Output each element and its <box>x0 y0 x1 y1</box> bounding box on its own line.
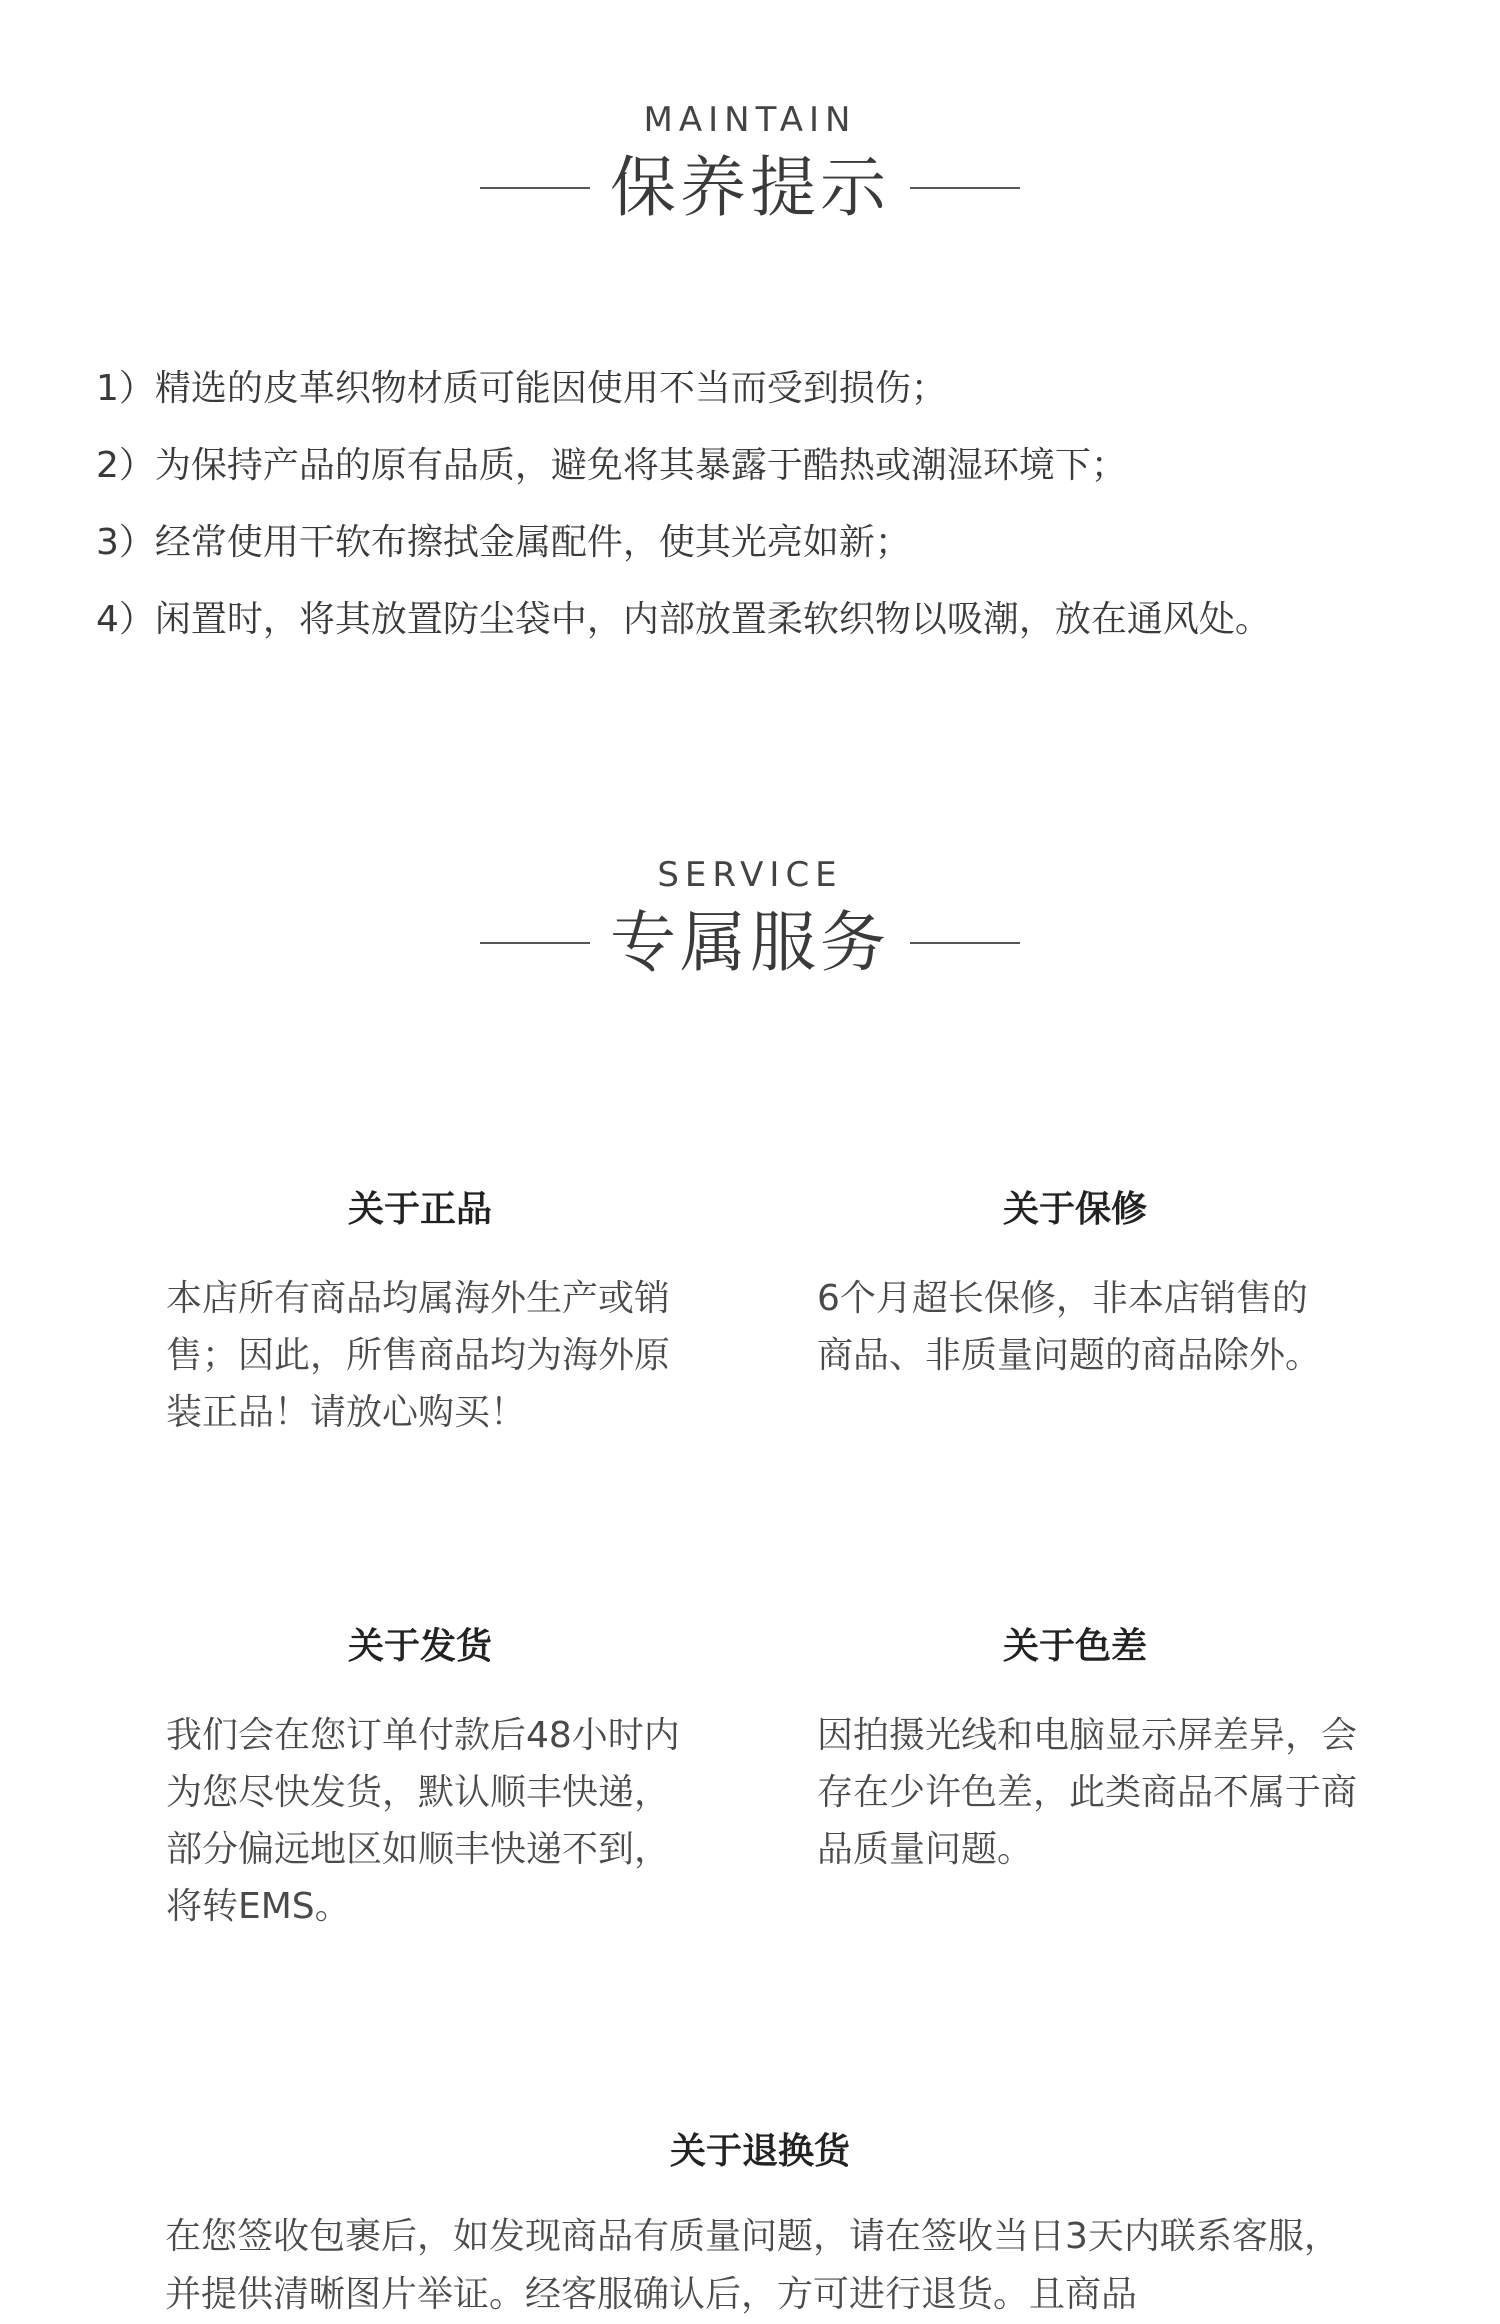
service-cn-title: 专属服务 <box>610 904 890 981</box>
tip-item: 4）闲置时，将其放置防尘袋中，内部放置柔软织物以吸潮，放在通风处。 <box>96 599 1271 640</box>
service-card-body: 因拍摄光线和电脑显示屏差异，会存在少许色差，此类商品不属于商品质量问题。 <box>817 1715 1358 1870</box>
service-card-body: 本店所有商品均属海外生产或销售；因此，所售商品均为海外原装正品！请放心购买！ <box>166 1278 671 1433</box>
service-card-warranty <box>795 1188 1355 1384</box>
title-rule-right <box>910 942 1020 944</box>
tip-item: 2）为保持产品的原有品质，避免将其暴露于酷热或潮湿环境下； <box>96 445 1127 486</box>
service-card-title: 关于退换货 <box>669 2131 850 2172</box>
service-card-shipping <box>140 1625 700 1935</box>
service-card-body: 我们会在您订单付款后48小时内为您尽快发货，默认顺丰快递，部分偏远地区如顺丰快递不到，将转EMS。 <box>166 1715 680 1927</box>
tip-item: 3）经常使用干软布擦拭金属配件，使其光亮如新； <box>96 522 911 563</box>
service-card-body: 在您签收包裹后，如发现商品有质量问题，请在签收当日3天内联系客服，并提供清晰图片举证。经客服确认后，方可进行退货。且商品 <box>165 2216 1340 2315</box>
service-card-title: 关于发货 <box>347 1626 492 1667</box>
maintain-cn-title: 保养提示 <box>610 149 890 226</box>
service-card-title: 关于正品 <box>347 1189 492 1230</box>
service-card-returns <box>160 2130 1360 2324</box>
service-card-title: 关于色差 <box>1002 1626 1147 1667</box>
service-card-authentic <box>140 1188 700 1441</box>
maintain-header <box>0 100 1500 228</box>
title-rule-left <box>480 942 590 944</box>
service-card-title: 关于保修 <box>1002 1189 1147 1230</box>
service-header <box>0 855 1500 983</box>
service-cn-title-row <box>0 903 1500 983</box>
maintenance-tips-list <box>96 350 1436 658</box>
service-en-title: SERVICE <box>657 855 843 895</box>
maintain-cn-title-row <box>0 148 1500 228</box>
title-rule-left <box>480 187 590 189</box>
service-card-color-difference <box>795 1625 1358 1878</box>
service-card-body: 6个月超长保修，非本店销售的商品、非质量问题的商品除外。 <box>817 1278 1322 1376</box>
title-rule-right <box>910 187 1020 189</box>
maintain-en-title: MAINTAIN <box>643 100 857 140</box>
tip-item: 1）精选的皮革织物材质可能因使用不当而受到损伤； <box>96 368 947 409</box>
